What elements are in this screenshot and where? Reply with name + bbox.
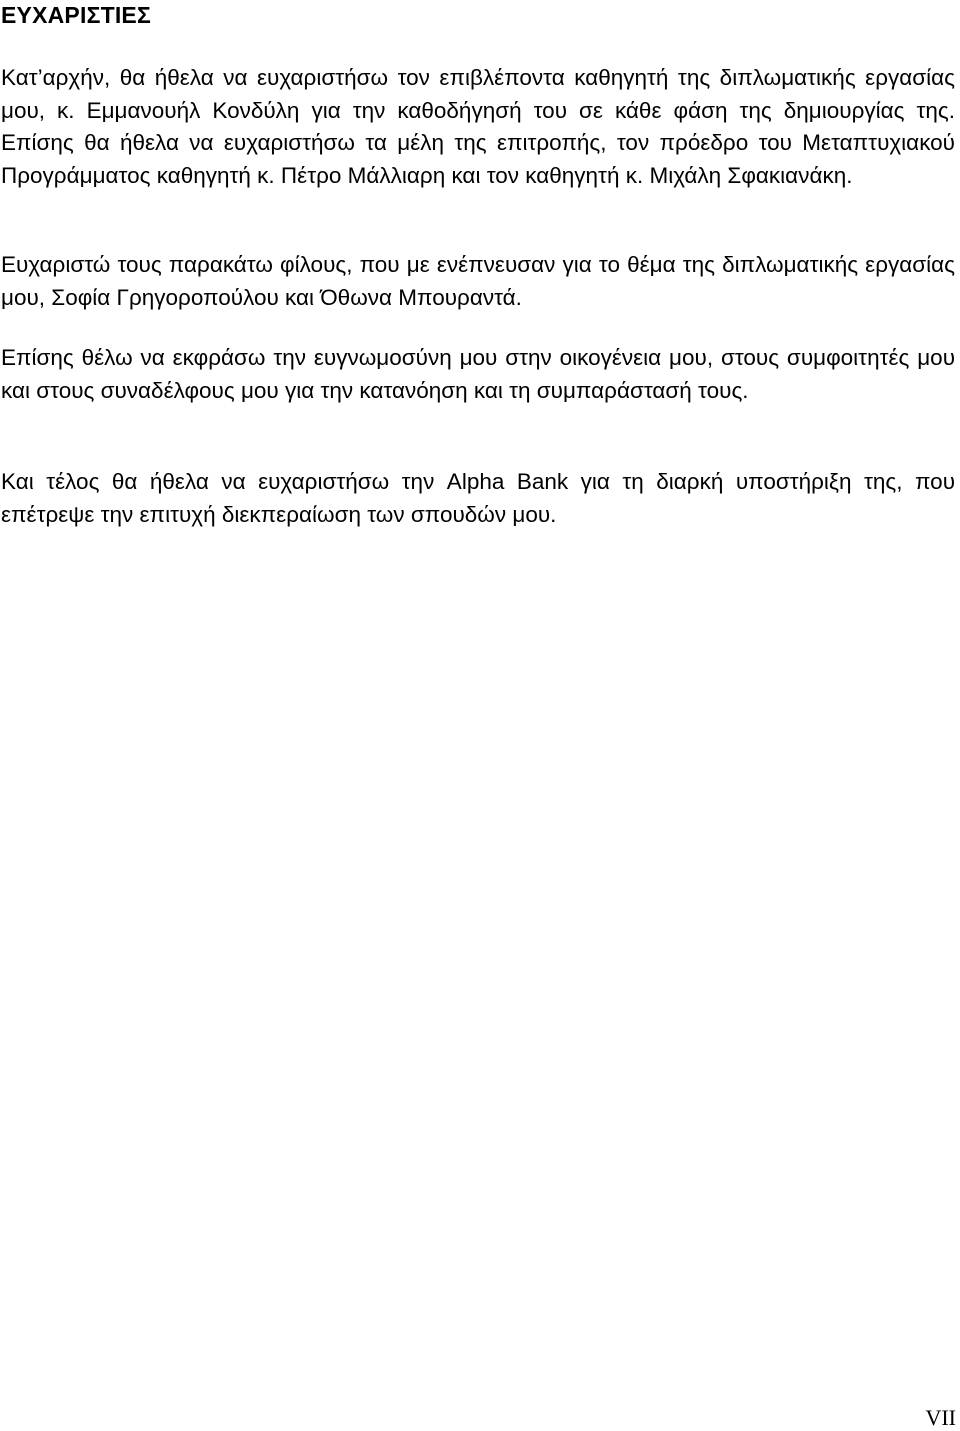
- paragraph-family-thanks: Επίσης θέλω να εκφράσω την ευγνωμοσύνη μου στην οικογένεια μου, στους συμφοιτητές μου και στους συναδέλφους μου για την κατανόηση και τη συμπαράστασή τους.: [1, 345, 955, 403]
- paragraph-friends-thanks: Ευχαριστώ τους παρακάτω φίλους, που με ενέπνευσαν για το θέμα της διπλωματικής εργασίας μου, Σοφία Γρηγοροπούλου και Όθωνα Μπουραντά.: [1, 252, 955, 310]
- paragraph-bank-thanks: Και τέλος θα ήθελα να ευχαριστήσω την Alpha Bank για τη διαρκή υποστήριξη της, που επέτρεψε την επιτυχή διεκπεραίωση των σπουδών μου.: [1, 469, 955, 527]
- page-title: ΕΥΧΑΡΙΣΤΙΕΣ: [1, 2, 151, 28]
- page-number: VII: [925, 1405, 956, 1430]
- paragraph-supervisor-thanks: Κατ’αρχήν, θα ήθελα να ευχαριστήσω τον επιβλέποντα καθηγητή της διπλωματικής εργασίας μου, κ. Εμμανουήλ Κονδύλη για την καθοδήγησή του σε κάθε φάση της δημιουργίας της. Επίσης θα ήθελα να ευχαριστήσω τα μέλη της επιτροπής, τον πρόεδρο του Μεταπτυχιακού Προγράμματος καθηγητή κ. Πέτρο Μάλλιαρη και τον καθηγητή κ. Μιχάλη Σφακιανάκη.: [1, 65, 955, 188]
